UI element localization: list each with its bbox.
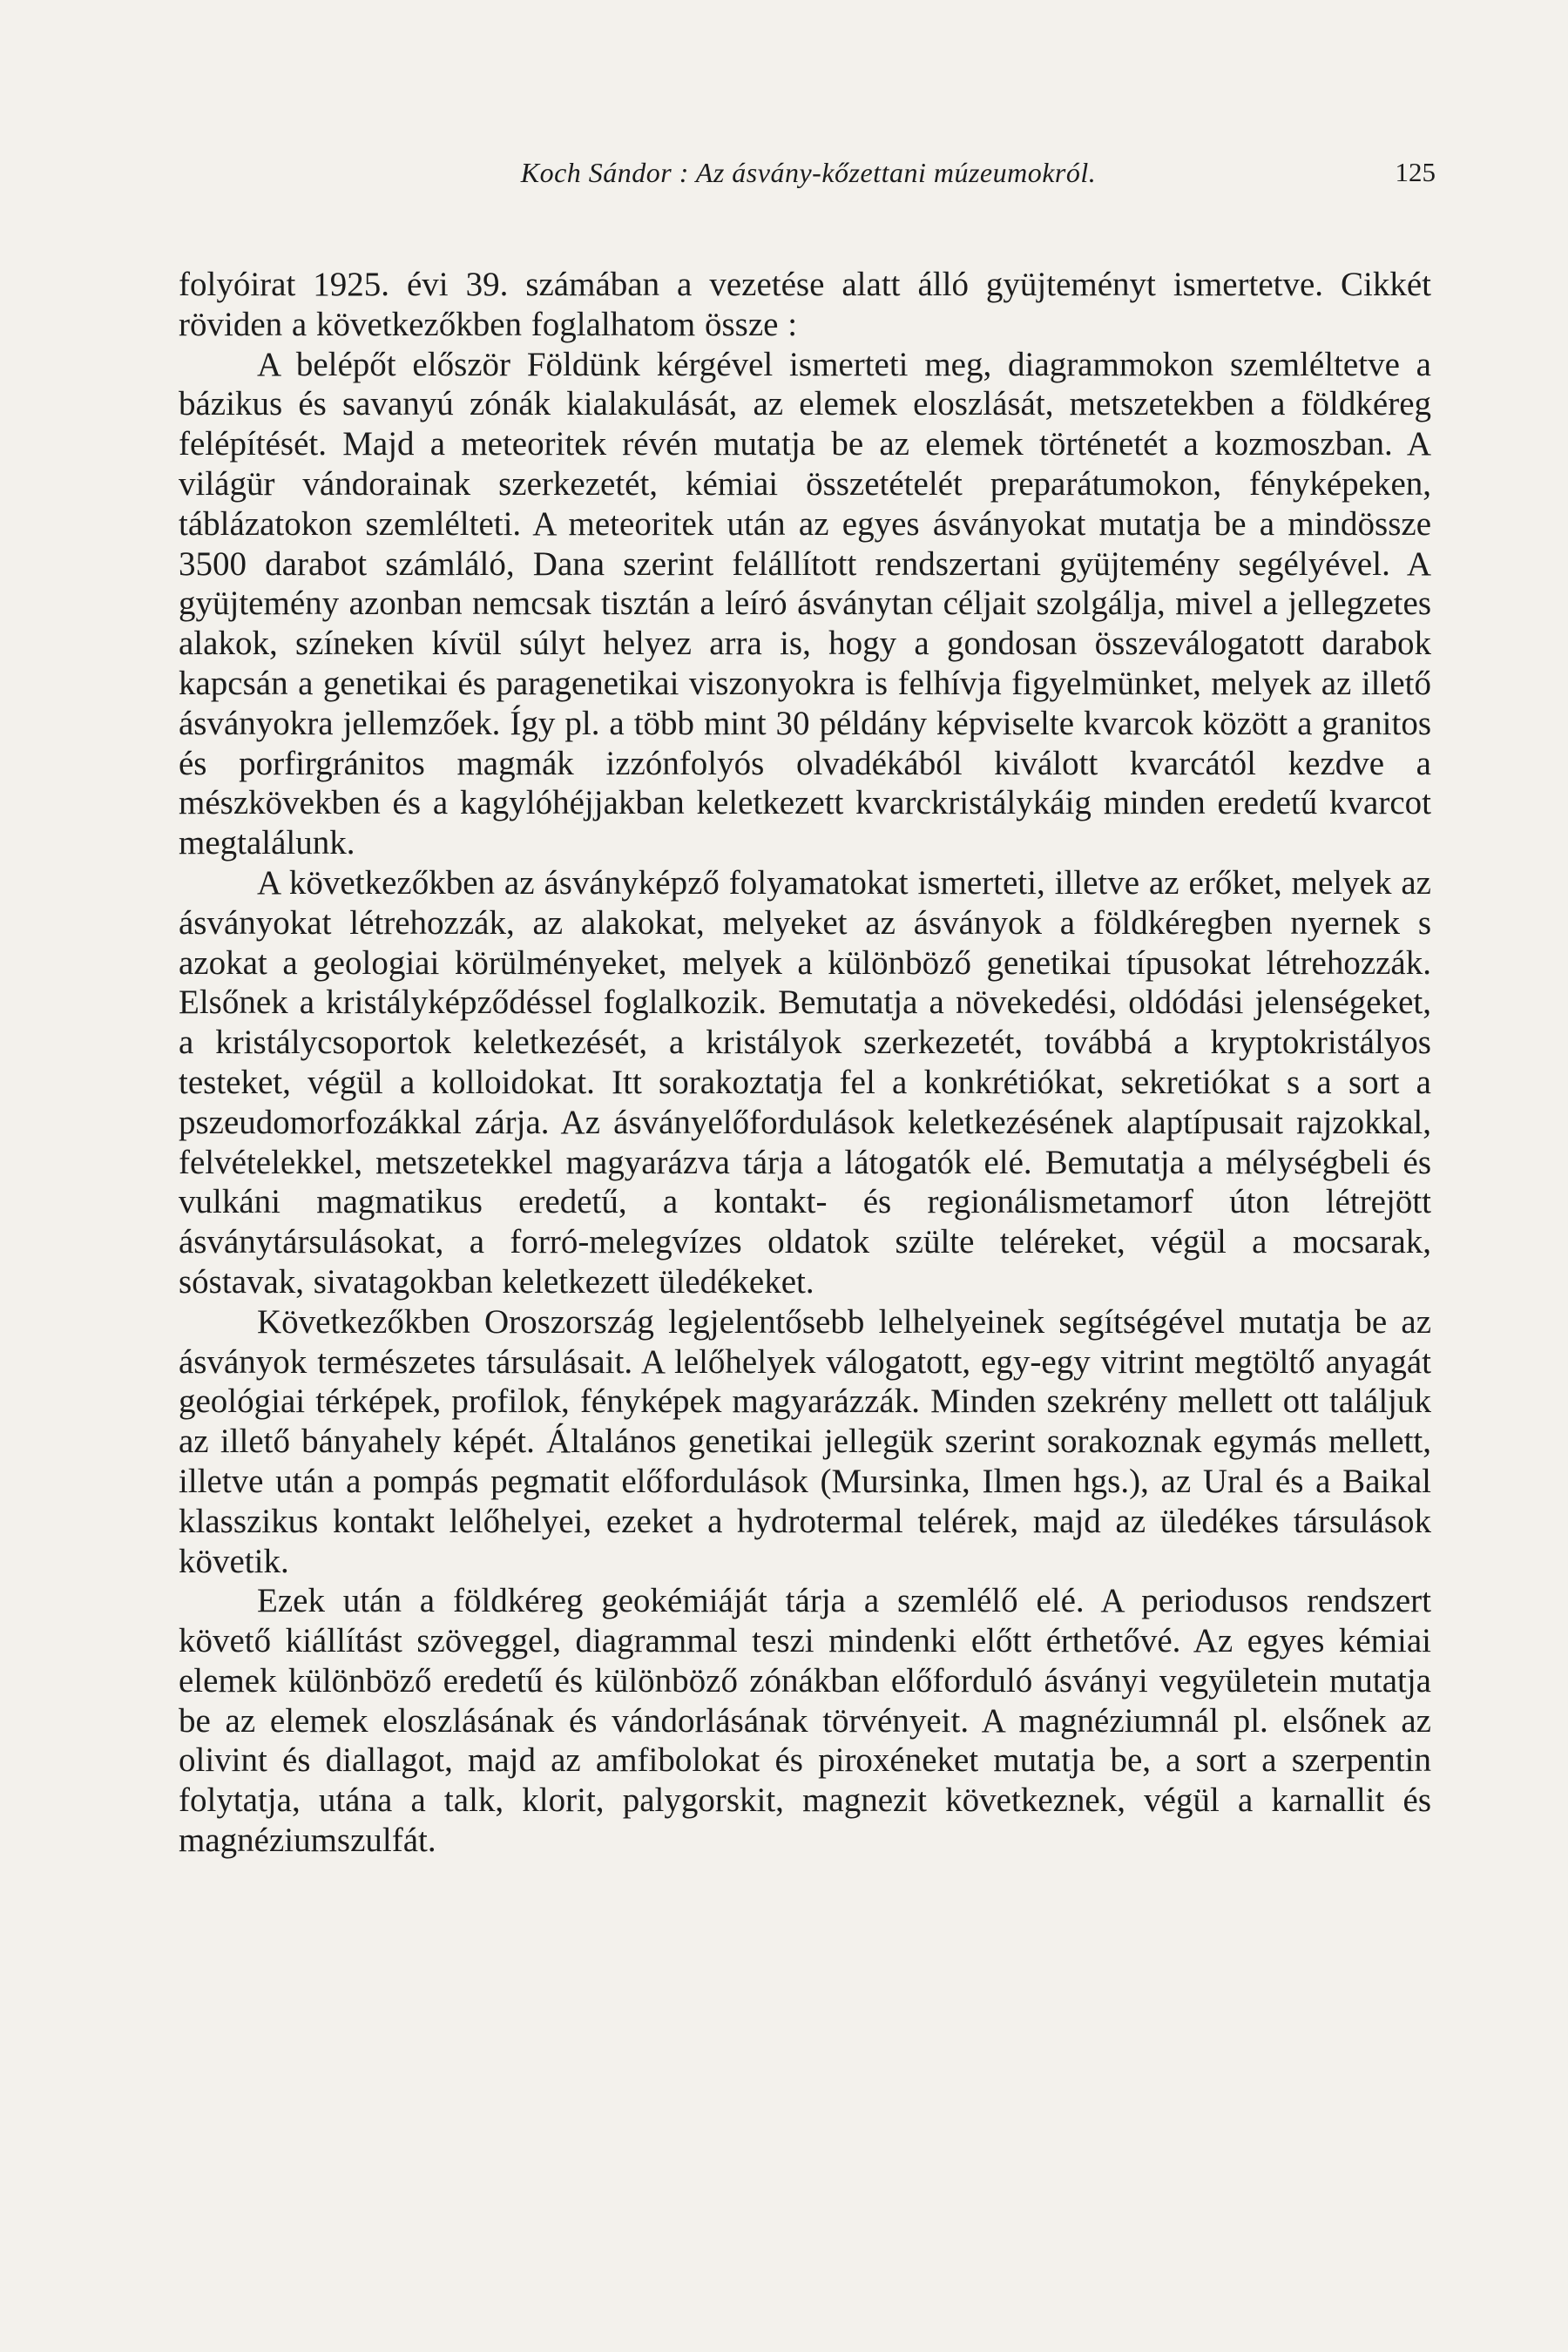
paragraph: A belépőt először Földünk kérgével ismerteti meg, diagrammokon szemléltetve a bázikus és savanyú zónák kialakulását, az elemek eloszlását, metszetekben a földkéreg felépítését. Majd a meteoritek révén mutatja be az elemek történetét a kozmoszban. A világür vándorainak szerkezetét, kémiai összetételét preparátumokon, fényképeken, táblázatokon szemlélteti. A meteoritek után az egyes ásványokat mutatja be a mindössze 3500 darabot számláló, Dana szerint felállított rendszertani gyüjtemény segélyével. A gyüjtemény azonban nemcsak tisztán a leíró ásványtan céljait szolgálja, mivel a jellegzetes alakok, színeken kívül súlyt helyez arra is, hogy a gondosan összeválogatott darabok kapcsán a genetikai és paragenetikai viszonyokra is felhívja figyelmünket, melyek az illető ásványokra jellemzőek. Így pl. a több mint 30 példány képviselte kvarcok között a granitos és porfirgránitos magmák izzónfolyós olvadékából kiválott kvarcától kezdve a mészkövekben és a kagylóhéjjakban keletkezett kvarckristálykáig minden eredetű kvarcot megtalálunk. (179, 345, 1431, 862)
paragraph: Következőkben Oroszország legjelentősebb lelhelyeinek segítségével mutatja be az ásványok természetes társulásait. A lelőhelyek válogatott, egy-egy vitrint megtöltő anyagát geológiai térképek, profilok, fényképek magyarázzák. Minden szekrény mellett ott találjuk az illető bányahely képét. Általános genetikai jellegük szerint sorakoznak egymás mellett, illetve után a pompás pegmatit előfordulások (Mursinka, Ilmen hgs.), az Ural és a Baikal klasszikus kontakt lelőhelyei, ezeket a hydrotermal telérek, majd az üledékes társulások követik. (179, 1302, 1431, 1580)
page-number: 125 (1395, 157, 1436, 187)
paragraph: Ezek után a földkéreg geokémiáját tárja a szemlélő elé. A periodusos rendszert követő kiállítást szöveggel, diagrammal teszi mindenki előtt érthetővé. Az egyes kémiai elemek különböző eredetű és különböző zónákban előforduló ásványi vegyületein mutatja be az elemek eloszlásának és vándorlásának törvényeit. A magnéziumnál pl. elsőnek az olivint és diallagot, majd az amfibolokat és piroxéneket mutatja be, a sort a szerpentin folytatja, utána a talk, klorit, palygorskit, magnezit következnek, végül a karnallit és magnéziumszulfát. (179, 1582, 1431, 1860)
paragraph-continuation: folyóirat 1925. évi 39. számában a vezetése alatt álló gyüjteményt ismertetve. Cikkét röviden a következőkben foglalhatom össze : (179, 266, 1431, 343)
paragraph: A következőkben az ásványképző folyamatokat ismerteti, illetve az erőket, melyek az ásványokat létrehozzák, az alakokat, melyeket az ásványok a földkéregben nyernek s azokat a geologiai körülményeket, melyek a különböző genetikai típusokat létrehozzák. Elsőnek a kristályképződéssel foglalkozik. Bemutatja a növekedési, oldódási jelenségeket, a kristálycsoportok keletkezését, a kristályok szerkezetét, továbbá a kryptokristályos testeket, végül a kolloidokat. Itt sorakoztatja fel a konkrétiókat, sekretiókat s a sort a pszeudomorfozákkal zárja. Az ásványelőfordulások keletkezésének alaptípusait rajzokkal, felvételekkel, metszetekkel magyarázva tárja a látogatók elé. Bemutatja a mélységbeli és vulkáni magmatikus eredetű, a kontakt- és regionálismetamorf úton létrejött ásványtársulásokat, a forró-melegvízes oldatok szülte teléreket, végül a mocsarak, sóstavak, sivatagokban keletkezett üledékeket. (179, 863, 1431, 1301)
running-title: Koch Sándor : Az ásvány-kőzettani múzeumokról. (520, 157, 1097, 188)
body-text (179, 265, 1431, 1861)
running-header (181, 152, 1436, 193)
